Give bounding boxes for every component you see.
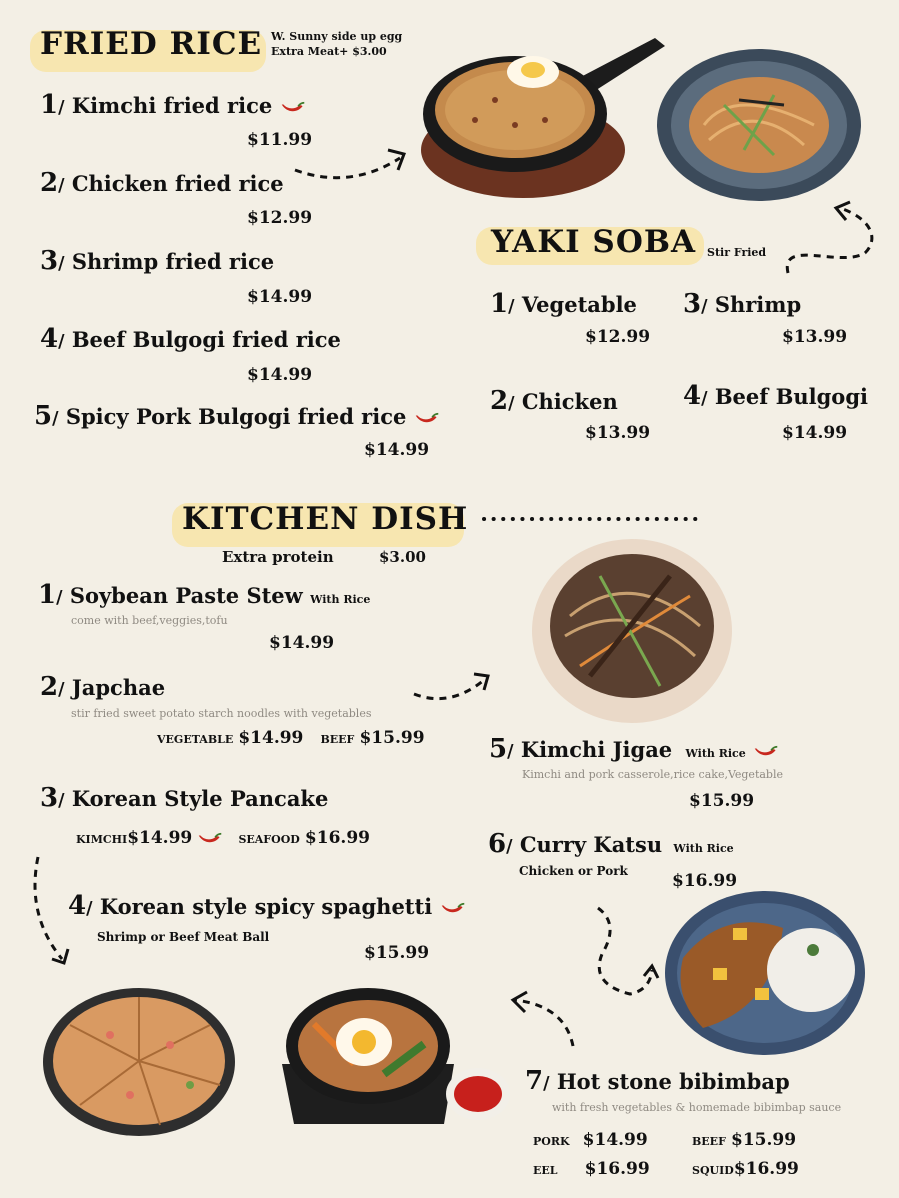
option-label: EEL — [533, 1164, 558, 1177]
kitchen-item-3: 3/ Korean Style Pancake — [40, 783, 329, 813]
item-number: 2 — [40, 672, 59, 702]
option-label: VEGETABLE — [157, 733, 234, 746]
option-price: $14.99 — [127, 828, 193, 848]
yaki-soba-price-3: $13.99 — [782, 327, 848, 347]
item-number: 5 — [34, 401, 53, 431]
kitchen-desc-5: Kimchi and pork casserole,rice cake,Vegetable — [522, 768, 783, 781]
chili-pepper-icon — [440, 902, 466, 916]
kitchen-item-6: 6/ Curry Katsu With Rice — [488, 829, 734, 859]
item-name: Chicken — [521, 389, 618, 414]
yaki-soba-price-4: $14.99 — [782, 423, 848, 443]
item-name: Shrimp fried rice — [71, 249, 275, 274]
dashed-arrow-icon — [780, 198, 880, 278]
item-name: Curry Katsu — [519, 832, 663, 857]
yaki-soba-item-2: 2/ Chicken — [490, 386, 618, 416]
kitchen-options-3 — [76, 828, 370, 848]
item-number: 4 — [40, 324, 59, 354]
yaki-soba-item-4: 4/ Beef Bulgogi — [683, 381, 868, 411]
chili-pepper-icon — [280, 101, 306, 115]
pancake-plate-image — [40, 985, 238, 1140]
fried-rice-price-4: $14.99 — [247, 365, 313, 385]
fried-rice-note-1: W. Sunny side up egg — [271, 30, 403, 43]
item-name: Beef Bulgogi fried rice — [71, 327, 341, 352]
dashed-arrow-icon — [410, 668, 495, 708]
fried-rice-price-1: $11.99 — [247, 130, 313, 150]
item-number: 1 — [490, 289, 509, 319]
option-price: $16.99 — [733, 1159, 799, 1179]
item-name: Soybean Paste Stew — [69, 583, 303, 608]
option-label: BEEF — [692, 1135, 726, 1148]
yaki-soba-item-1: 1/ Vegetable — [490, 289, 637, 319]
japchae-plate-image — [530, 536, 735, 726]
bibimbap-option-squid — [692, 1159, 799, 1179]
kitchen-item-2: 2/ Japchae — [40, 672, 166, 702]
fried-rice-note-2: Extra Meat+ $3.00 — [271, 45, 387, 58]
dashed-arrow-icon — [590, 904, 660, 1004]
fried-rice-item-5: 5/ Spicy Pork Bulgogi fried rice — [34, 401, 440, 431]
bibimbap-option-pork — [533, 1130, 648, 1150]
item-tag: With Rice — [310, 593, 371, 606]
kitchen-item-4: 4/ Korean style spicy spaghetti — [68, 891, 466, 921]
fried-rice-item-3: 3/ Shrimp fried rice — [40, 246, 275, 276]
item-name: Chicken fried rice — [71, 171, 284, 196]
kitchen-price-5: $15.99 — [689, 791, 755, 811]
item-name: Vegetable — [521, 292, 637, 317]
option-price: $15.99 — [359, 728, 425, 748]
item-number: 6 — [488, 829, 507, 859]
item-name: Hot stone bibimbap — [556, 1069, 790, 1094]
kitchen-item-1: 1/ Soybean Paste Stew With Rice — [38, 580, 371, 610]
yaki-soba-price-2: $13.99 — [585, 423, 651, 443]
option-price: $16.99 — [584, 1159, 650, 1179]
bibimbap-bowl-image — [274, 984, 514, 1134]
kitchen-desc-2: stir fried sweet potato starch noodles with vegetables — [71, 707, 372, 720]
item-name: Kimchi Jigae — [520, 737, 673, 762]
item-number: 1 — [40, 90, 59, 120]
kitchen-price-1: $14.99 — [269, 633, 335, 653]
item-number: 7 — [525, 1066, 544, 1096]
item-name: Japchae — [71, 675, 166, 700]
item-name: Beef Bulgogi — [714, 384, 868, 409]
extra-protein-label: Extra protein — [222, 548, 334, 566]
chili-pepper-icon — [753, 745, 779, 759]
bibimbap-option-beef — [692, 1130, 796, 1150]
dashed-arrow-icon — [26, 855, 76, 970]
kitchen-options-2 — [157, 728, 425, 748]
item-number: 5 — [489, 734, 508, 764]
item-number: 3 — [40, 783, 59, 813]
item-number: 3 — [40, 246, 59, 276]
kitchen-sub-4: Shrimp or Beef Meat Ball — [97, 930, 270, 944]
kitchen-price-6: $16.99 — [672, 871, 738, 891]
item-name: Kimchi fried rice — [71, 93, 273, 118]
option-price: $14.99 — [238, 728, 304, 748]
kitchen-item-7: 7/ Hot stone bibimbap — [525, 1066, 790, 1096]
kitchen-dish-title: KITCHEN DISH — [182, 501, 469, 537]
dashed-arrow-icon — [505, 990, 580, 1050]
option-label: SQUID — [692, 1164, 734, 1177]
item-name: Korean style spicy spaghetti — [99, 894, 433, 919]
fried-rice-price-5: $14.99 — [364, 440, 430, 460]
item-number: 4 — [683, 381, 702, 411]
chili-pepper-icon — [197, 832, 223, 846]
kitchen-item-5: 5/ Kimchi Jigae With Rice — [489, 734, 779, 764]
fried-rice-item-4: 4/ Beef Bulgogi fried rice — [40, 324, 341, 354]
fried-rice-title: FRIED RICE — [40, 26, 263, 62]
yaki-soba-price-1: $12.99 — [585, 327, 651, 347]
option-label: PORK — [533, 1135, 570, 1148]
option-label: KIMCHI — [76, 833, 128, 846]
item-number: 2 — [490, 386, 509, 416]
kitchen-desc-7: with fresh vegetables & homemade bibimbap sauce — [552, 1101, 842, 1114]
item-number: 3 — [683, 289, 702, 319]
item-tag: With Rice — [673, 842, 734, 855]
item-number: 2 — [40, 168, 59, 198]
curry-katsu-plate-image — [663, 888, 868, 1058]
fried-rice-item-1: 1/ Kimchi fried rice — [40, 90, 306, 120]
option-label: BEEF — [320, 733, 355, 746]
item-number: 1 — [38, 580, 57, 610]
extra-protein-price: $3.00 — [379, 548, 426, 566]
fried-rice-skillet-image — [415, 30, 670, 202]
yaki-soba-note: Stir Fried — [707, 246, 767, 259]
option-label: SEAFOOD — [238, 833, 300, 846]
fried-rice-price-2: $12.99 — [247, 208, 313, 228]
item-number: 4 — [68, 891, 87, 921]
item-tag: With Rice — [685, 747, 746, 760]
fried-rice-item-2: 2/ Chicken fried rice — [40, 168, 284, 198]
chili-pepper-icon — [414, 412, 440, 426]
item-name: Shrimp — [714, 292, 802, 317]
kitchen-sub-6: Chicken or Pork — [519, 864, 628, 878]
option-price: $15.99 — [730, 1130, 797, 1150]
option-price: $14.99 — [582, 1130, 648, 1150]
yaki-soba-item-3: 3/ Shrimp — [683, 289, 802, 319]
item-name: Spicy Pork Bulgogi fried rice — [65, 404, 407, 429]
dashed-arrow-icon — [290, 140, 415, 190]
yaki-soba-plate-image — [654, 45, 864, 205]
item-name: Korean Style Pancake — [71, 786, 329, 811]
fried-rice-price-3: $14.99 — [247, 287, 313, 307]
option-price: $16.99 — [304, 828, 370, 848]
bibimbap-option-eel — [533, 1159, 650, 1179]
kitchen-price-4: $15.99 — [364, 943, 430, 963]
kitchen-desc-1: come with beef,veggies,tofu — [71, 614, 228, 627]
dotted-divider — [482, 514, 707, 524]
yaki-soba-title: YAKI SOBA — [491, 224, 697, 260]
